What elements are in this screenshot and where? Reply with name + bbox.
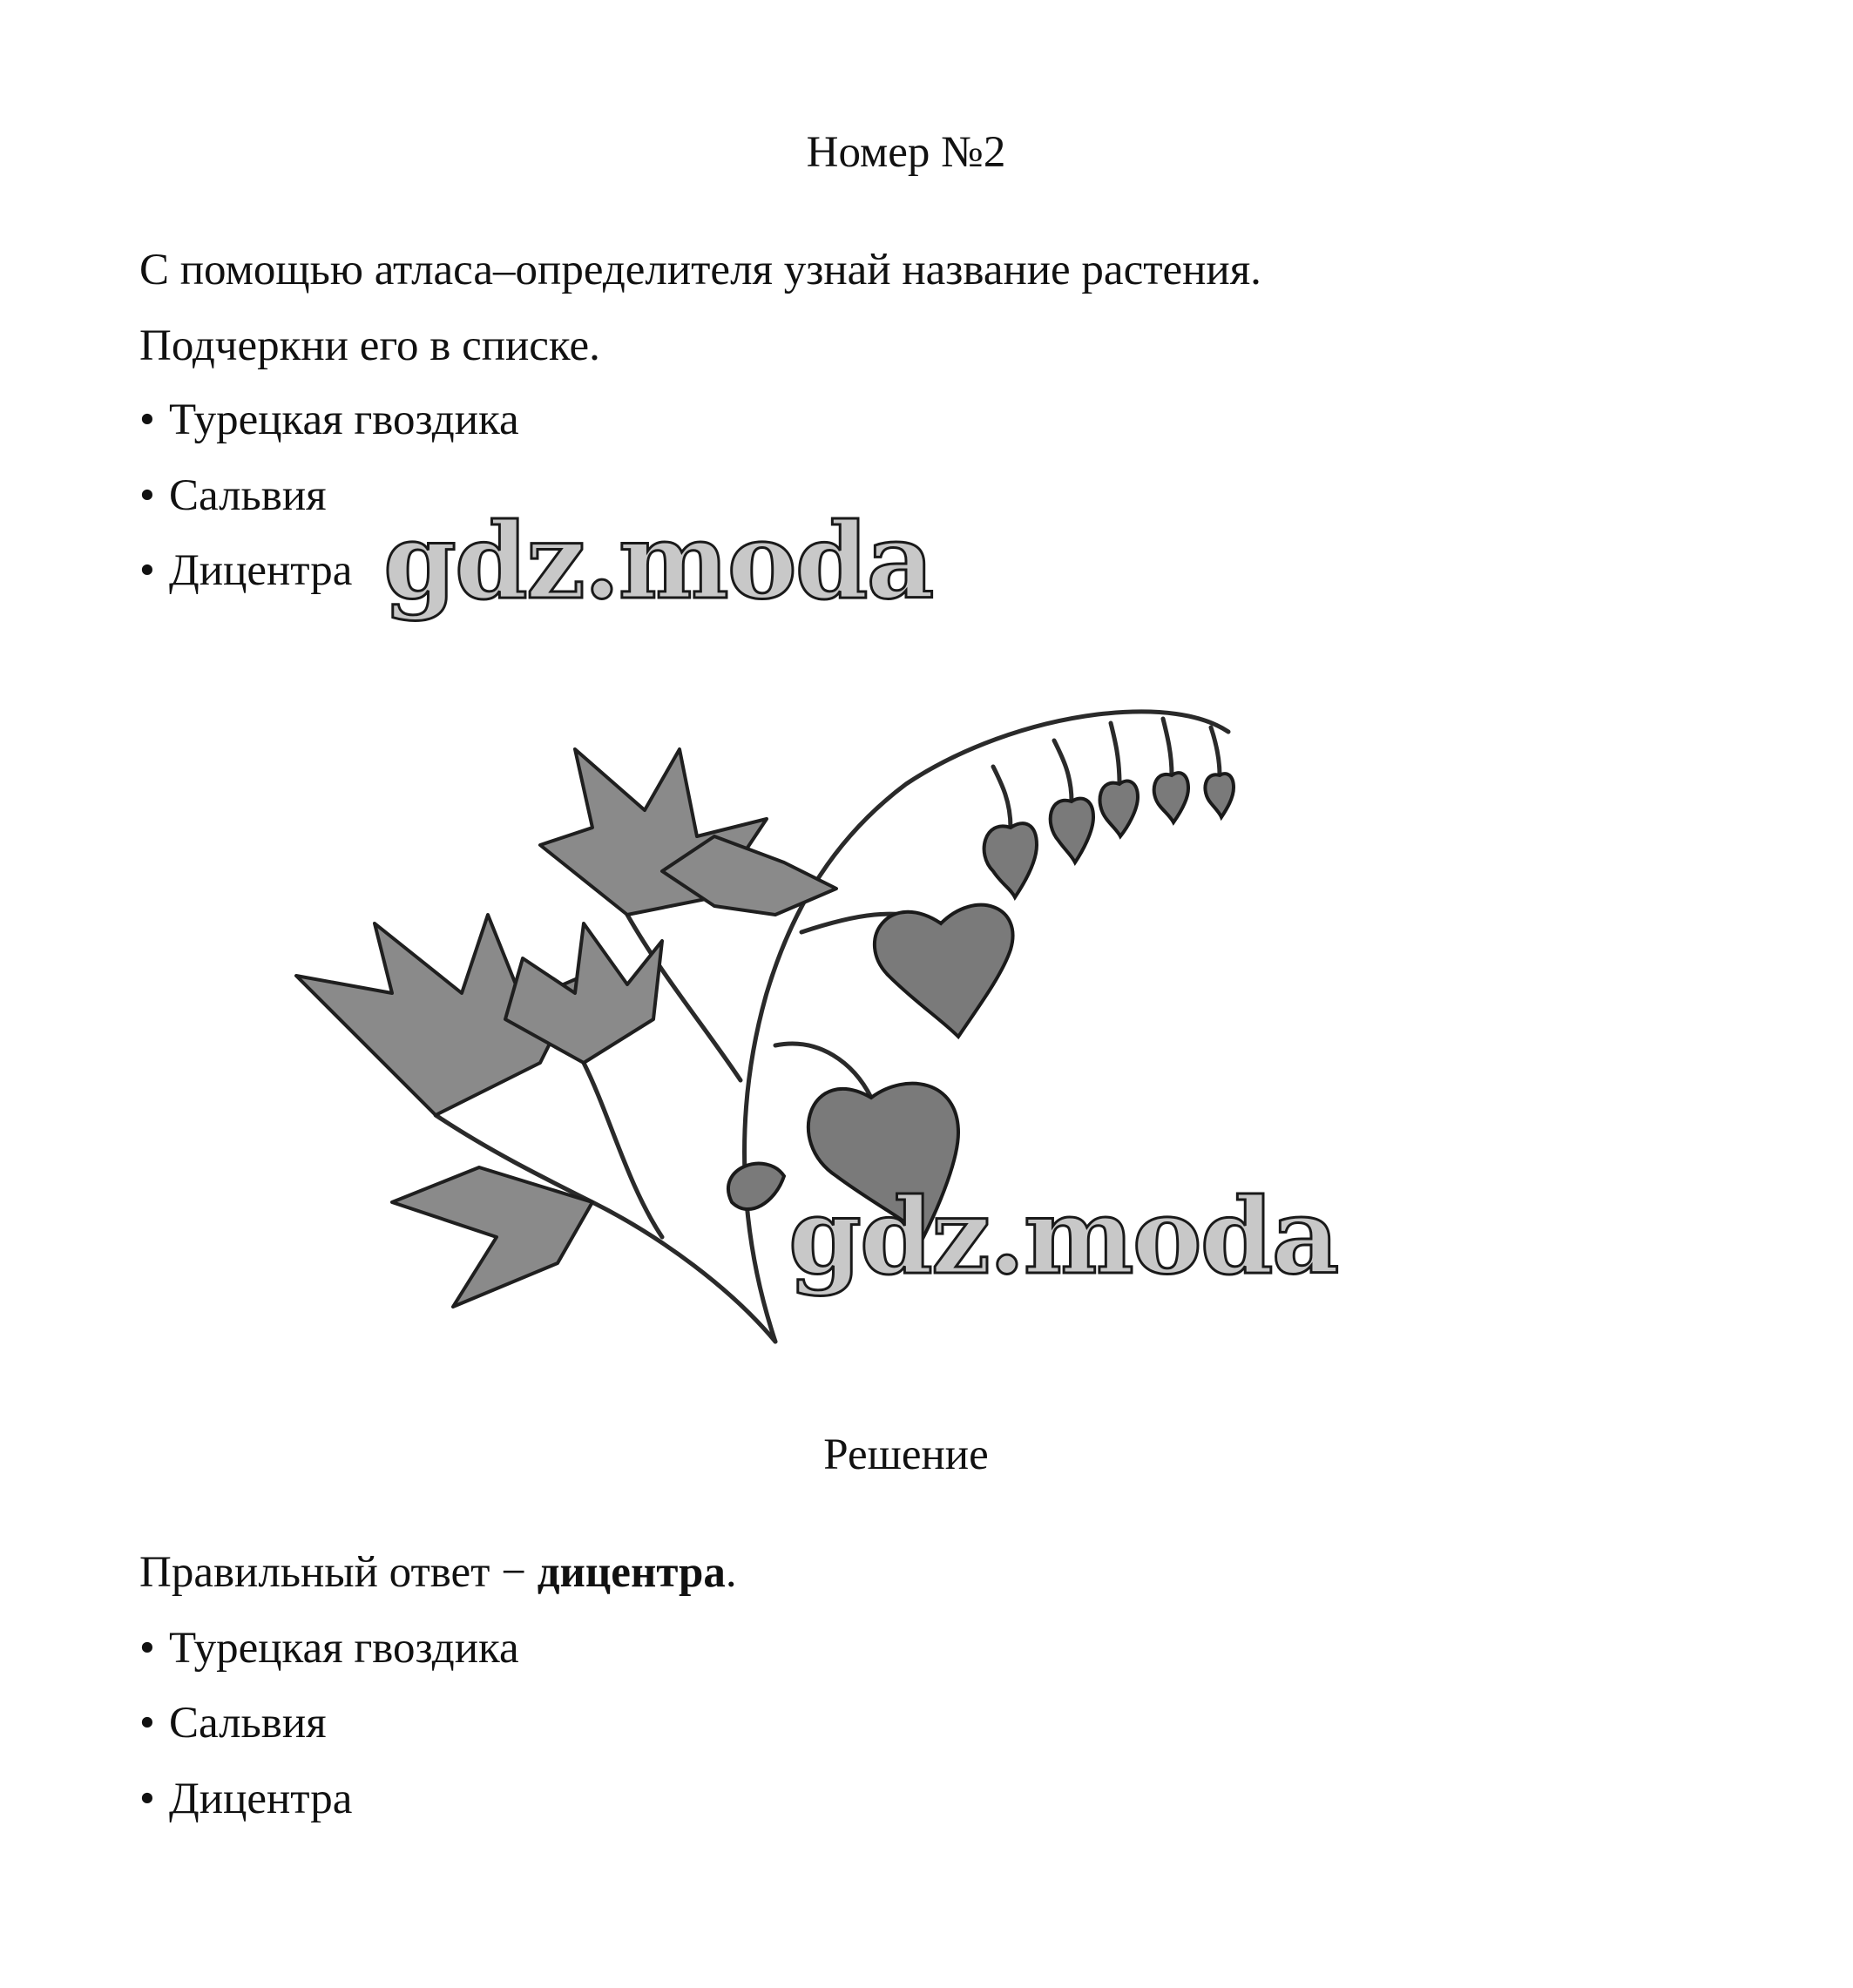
watermark-top: gdz.moda bbox=[383, 500, 933, 623]
flower bbox=[1154, 773, 1188, 822]
answer-prefix: Правильный ответ − bbox=[139, 1548, 526, 1597]
bullet: • bbox=[139, 396, 155, 444]
pedicel bbox=[1211, 727, 1220, 775]
option-label: Сальвия bbox=[169, 471, 327, 520]
solution-option-3 bbox=[139, 1773, 352, 1825]
pedicel bbox=[993, 767, 1011, 828]
bullet: • bbox=[139, 546, 155, 595]
task-prompt-line2: Подчеркни его в списке. bbox=[139, 321, 600, 370]
task-option-2 bbox=[139, 470, 327, 522]
task-prompt-line1: С помощью атласа–определителя узнай название растения. bbox=[139, 246, 1261, 294]
solution-option-2 bbox=[139, 1697, 327, 1749]
task-option-3 bbox=[139, 544, 352, 597]
bullet: • bbox=[139, 1699, 155, 1748]
bullet: • bbox=[139, 471, 155, 520]
option-label: Турецкая гвоздика bbox=[169, 396, 519, 444]
flower bbox=[1205, 774, 1234, 817]
task-option-1 bbox=[139, 394, 519, 446]
option-label: Турецкая гвоздика bbox=[169, 1624, 519, 1673]
option-label: Дицентра bbox=[169, 546, 353, 595]
branch-2 bbox=[584, 1063, 662, 1237]
option-label: Дицентра bbox=[169, 1775, 353, 1823]
solution-heading: Решение bbox=[823, 1430, 989, 1479]
task-title: Номер №2 bbox=[806, 128, 1006, 177]
flower bbox=[1100, 781, 1138, 836]
watermark-bottom: gdz.moda bbox=[788, 1175, 1338, 1298]
pedicel bbox=[1163, 719, 1172, 775]
solution-option-1 bbox=[139, 1622, 519, 1674]
bullet: • bbox=[139, 1624, 155, 1673]
answer-suffix: . bbox=[725, 1548, 737, 1597]
solution-answer bbox=[139, 1546, 737, 1599]
option-label: Сальвия bbox=[169, 1699, 327, 1748]
flower bbox=[875, 905, 1013, 1037]
bullet: • bbox=[139, 1775, 155, 1823]
flower bbox=[728, 1164, 784, 1209]
flower bbox=[984, 823, 1037, 897]
flower bbox=[1051, 799, 1093, 862]
pedicel bbox=[1111, 723, 1119, 784]
answer-bold: дицентра bbox=[537, 1548, 726, 1597]
pedicel bbox=[1054, 740, 1072, 801]
